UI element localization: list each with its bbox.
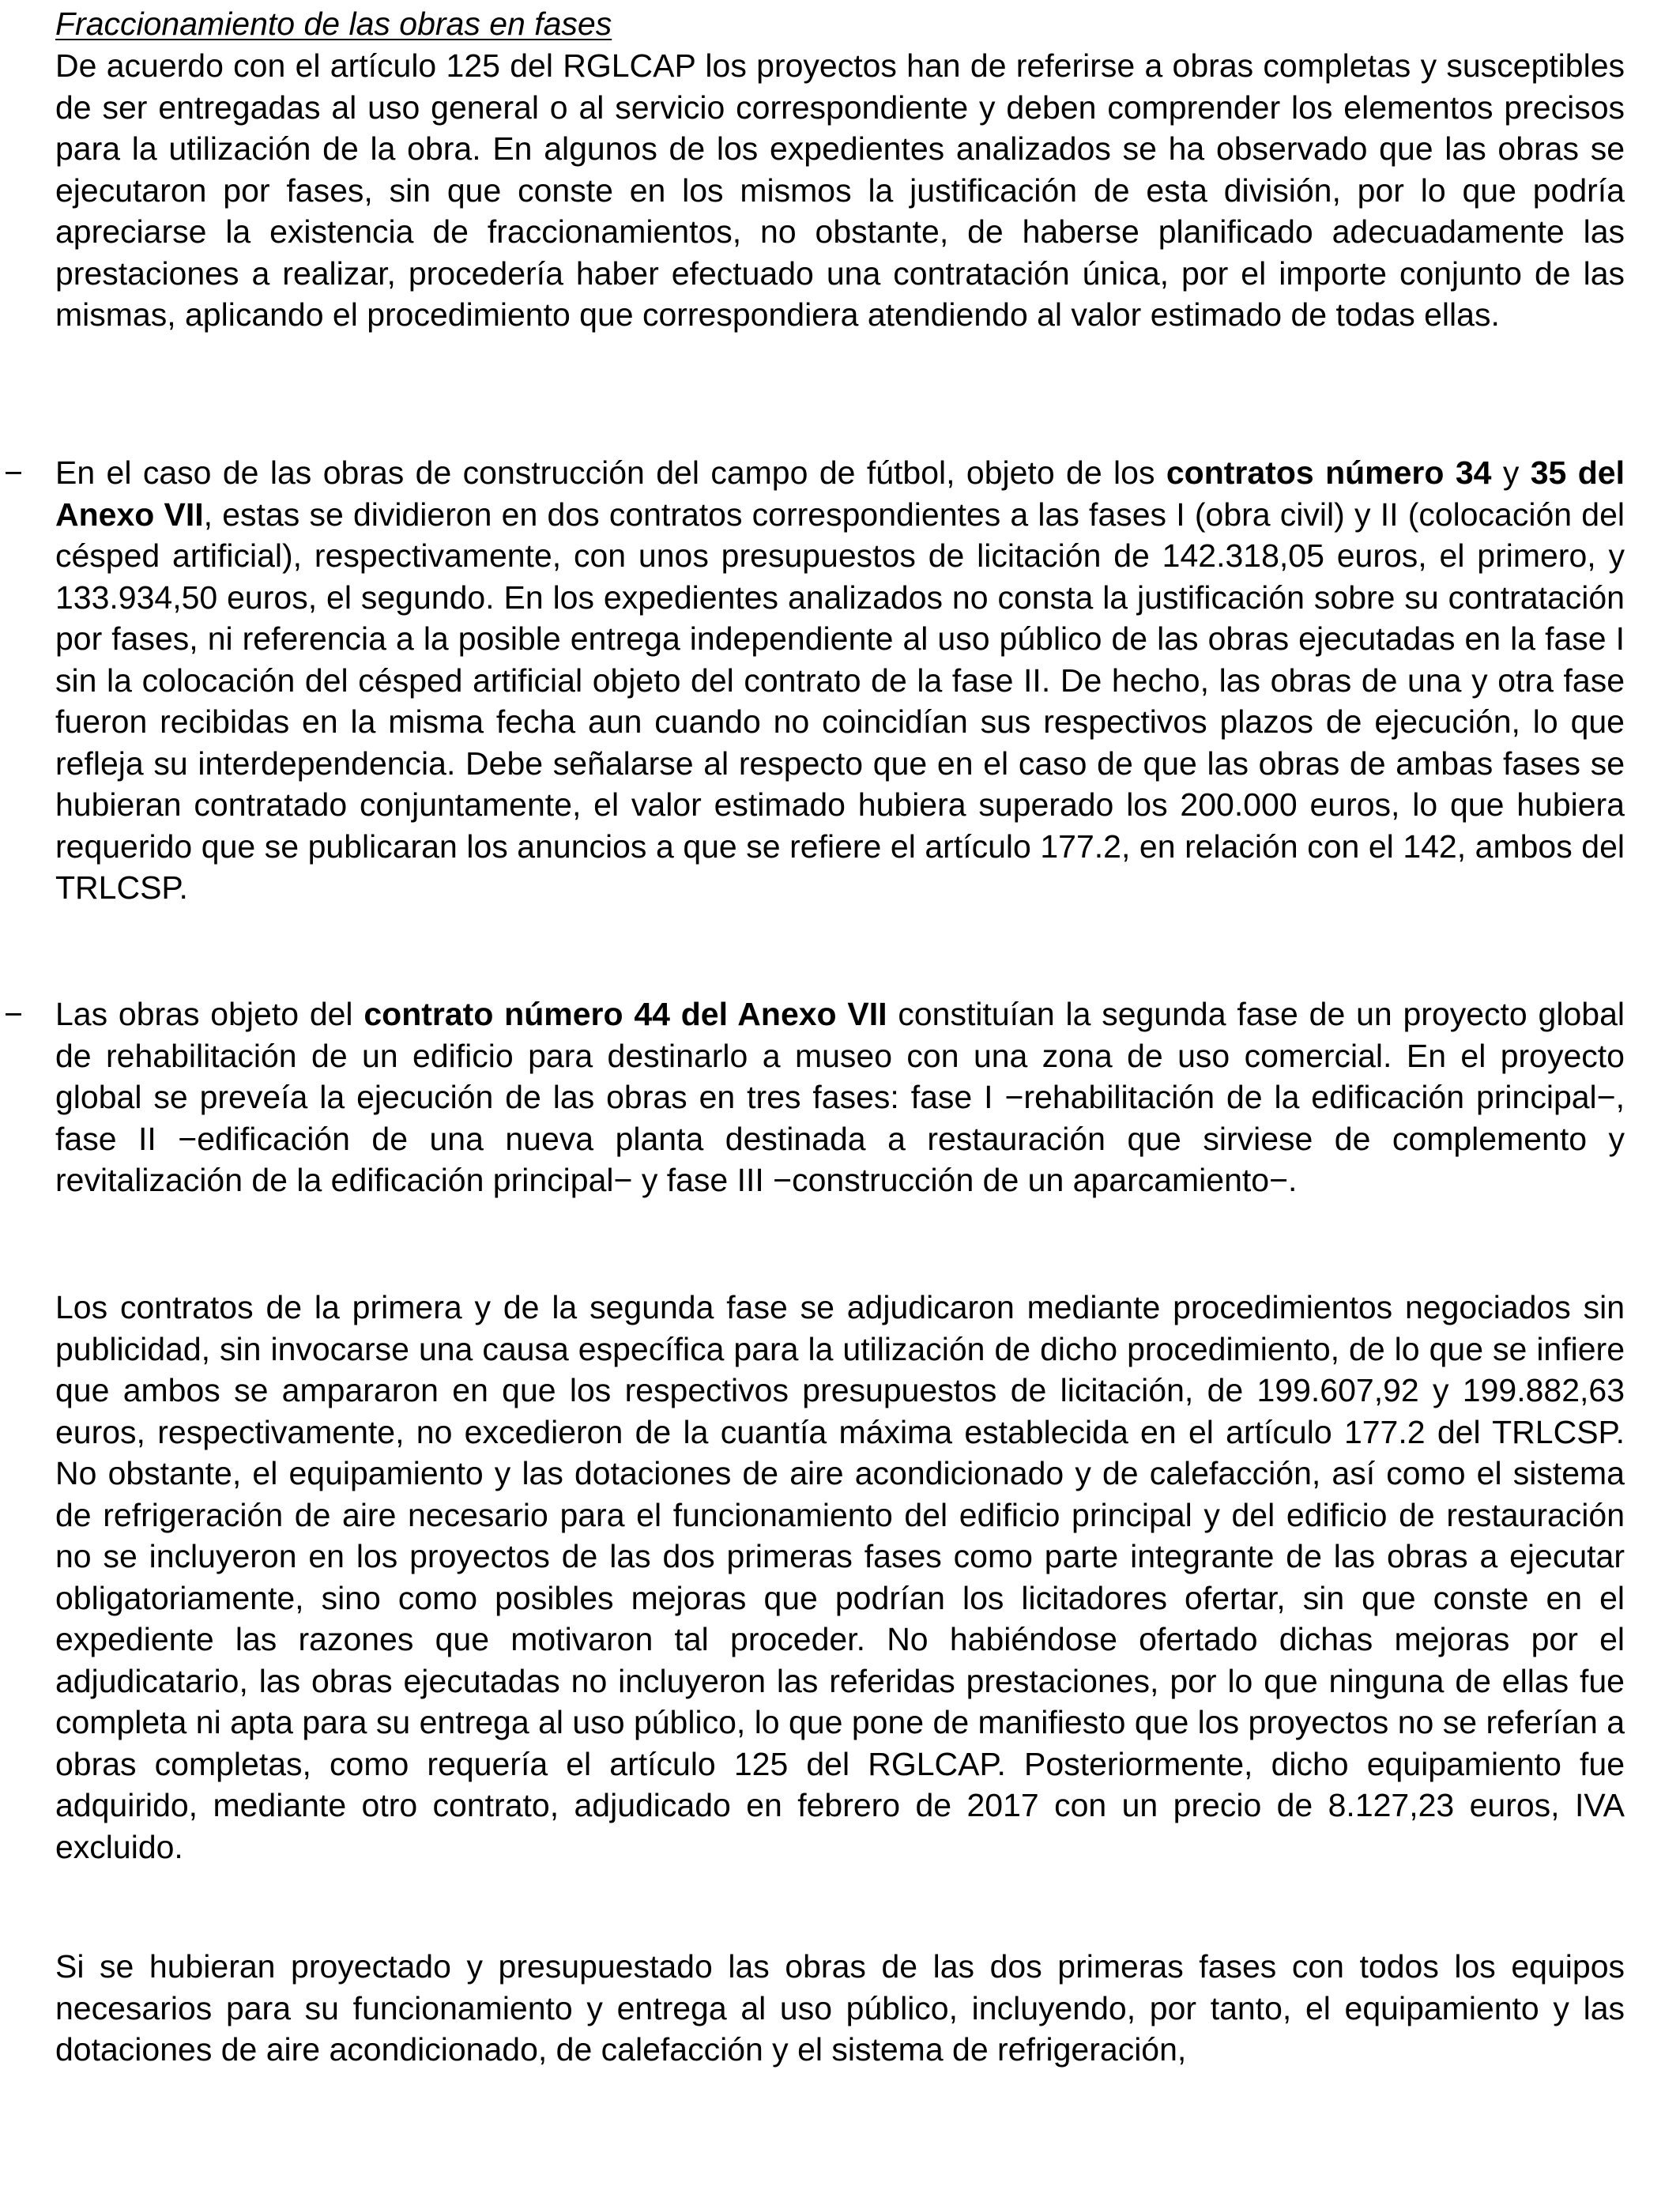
closing-paragraph: Si se hubieran proyectado y presupuestado las obras de las dos primeras fases con todos los equipos necesarios para su funcionamiento y entrega al uso público, incluyendo, por tanto, el equipamiento y las dotaciones de aire acondicionado, de calefacción y el sistema de refrigeración,	[55, 1948, 1625, 2068]
bullet-text: , estas se dividieron en dos contratos correspondientes a las fases I (obra civil) y II (colocación del césped artificial), respectivamente, con unos presupuestos de licitación de 142.318,05 euros, el primero, y 133.934,50 euros, el segundo. En los expedientes analizados no consta la justificación sobre su contratación por fases, ni referencia a la posible entrega independiente al uso público de las obras ejecutadas en la fase I sin la colocación del césped artificial objeto del contrato de la fase II. De hecho, las obras de una y otra fase fueron recibidas en la misma fecha aun cuando no coincidían sus respectivos plazos de ejecución, lo que refleja su interdependencia. Debe señalarse al respecto que en el caso de que las obras de ambas fases se hubieran contratado conjuntamente, el valor estimado hubiera superado los 200.000 euros, lo que hubiera requerido que se publicaran los anuncios a que se refiere el artículo 177.2, en relación con el 142, ambos del TRLCSP.	[55, 496, 1625, 906]
dash-bullet-icon: −	[4, 996, 23, 1032]
bullet-text: Las obras objeto del	[55, 996, 364, 1032]
bullet-text: constituían la segunda fase de un proyecto global de rehabilitación de un edificio para destinarlo a museo con una zona de uso comercial. En el proyecto global se preveía la ejecución de las obras en tres fases: fase I −rehabilitación de la edificación principal−, fase II −edificación de una nueva planta destinada a restauración que sirviese de complemento y revitalización de la edificación principal− y fase III −construcción de un aparcamiento−.	[55, 996, 1625, 1198]
dash-bullet-icon: −	[4, 454, 23, 491]
intro-paragraph: De acuerdo con el artículo 125 del RGLCAP los proyectos han de referirse a obras completas y susceptibles de ser entregadas al uso general o al servicio correspondiente y deben comprender los elementos precisos para la utilización de la obra. En algunos de los expedientes analizados se ha observado que las obras se ejecutaron por fases, sin que conste en los mismos la justificación de esta división, por lo que podría apreciarse la existencia de fraccionamientos, no obstante, de haberse planificado adecuadamente las prestaciones a realizar, procedería haber efectuado una contratación única, por el importe conjunto de las mismas, aplicando el procedimiento que correspondiera atendiendo al valor estimado de todas ellas.	[55, 47, 1625, 333]
section-heading: Fraccionamiento de las obras en fases	[55, 6, 612, 42]
bullet-text: En el caso de las obras de construcción del campo de fútbol, objeto de los	[55, 454, 1166, 491]
bold-reference: contratos número 34	[1166, 454, 1492, 491]
bullet-item-museum-building	[4, 993, 1625, 1201]
bullet-text: y	[1491, 454, 1531, 491]
contracts-paragraph: Los contratos de la primera y de la segunda fase se adjudicaron mediante procedimientos negociados sin publicidad, sin invocarse una causa específica para la utilización de dicho procedimiento, de lo que se infiere que ambos se ampararon en que los respectivos presupuestos de licitación, de 199.607,92 y 199.882,63 euros, respectivamente, no excedieron de la cuantía máxima establecida en el artículo 177.2 del TRLCSP. No obstante, el equipamiento y las dotaciones de aire acondicionado y de calefacción, así como el sistema de refrigeración de aire necesario para el funcionamiento del edificio principal y del edificio de restauración no se incluyeron en los proyectos de las dos primeras fases como parte integrante de las obras a ejecutar obligatoriamente, sino como posibles mejoras que podrían los licitadores ofertar, sin que conste en el expediente las razones que motivaron tal proceder. No habiéndose ofertado dichas mejoras por el adjudicatario, las obras ejecutadas no incluyeron las referidas prestaciones, por lo que ninguna de ellas fue completa ni apta para su entrega al uso público, lo que pone de manifiesto que los proyectos no se referían a obras completas, como requería el artículo 125 del RGLCAP. Posteriormente, dicho equipamiento fue adquirido, mediante otro contrato, adjudicado en febrero de 2017 con un precio de 8.127,23 euros, IVA excluido.	[55, 1289, 1625, 1865]
bullet-item-football-field	[4, 452, 1625, 909]
bold-reference: 35 del Anexo VII	[55, 454, 1625, 533]
bold-reference: contrato número 44 del Anexo VII	[363, 996, 887, 1032]
